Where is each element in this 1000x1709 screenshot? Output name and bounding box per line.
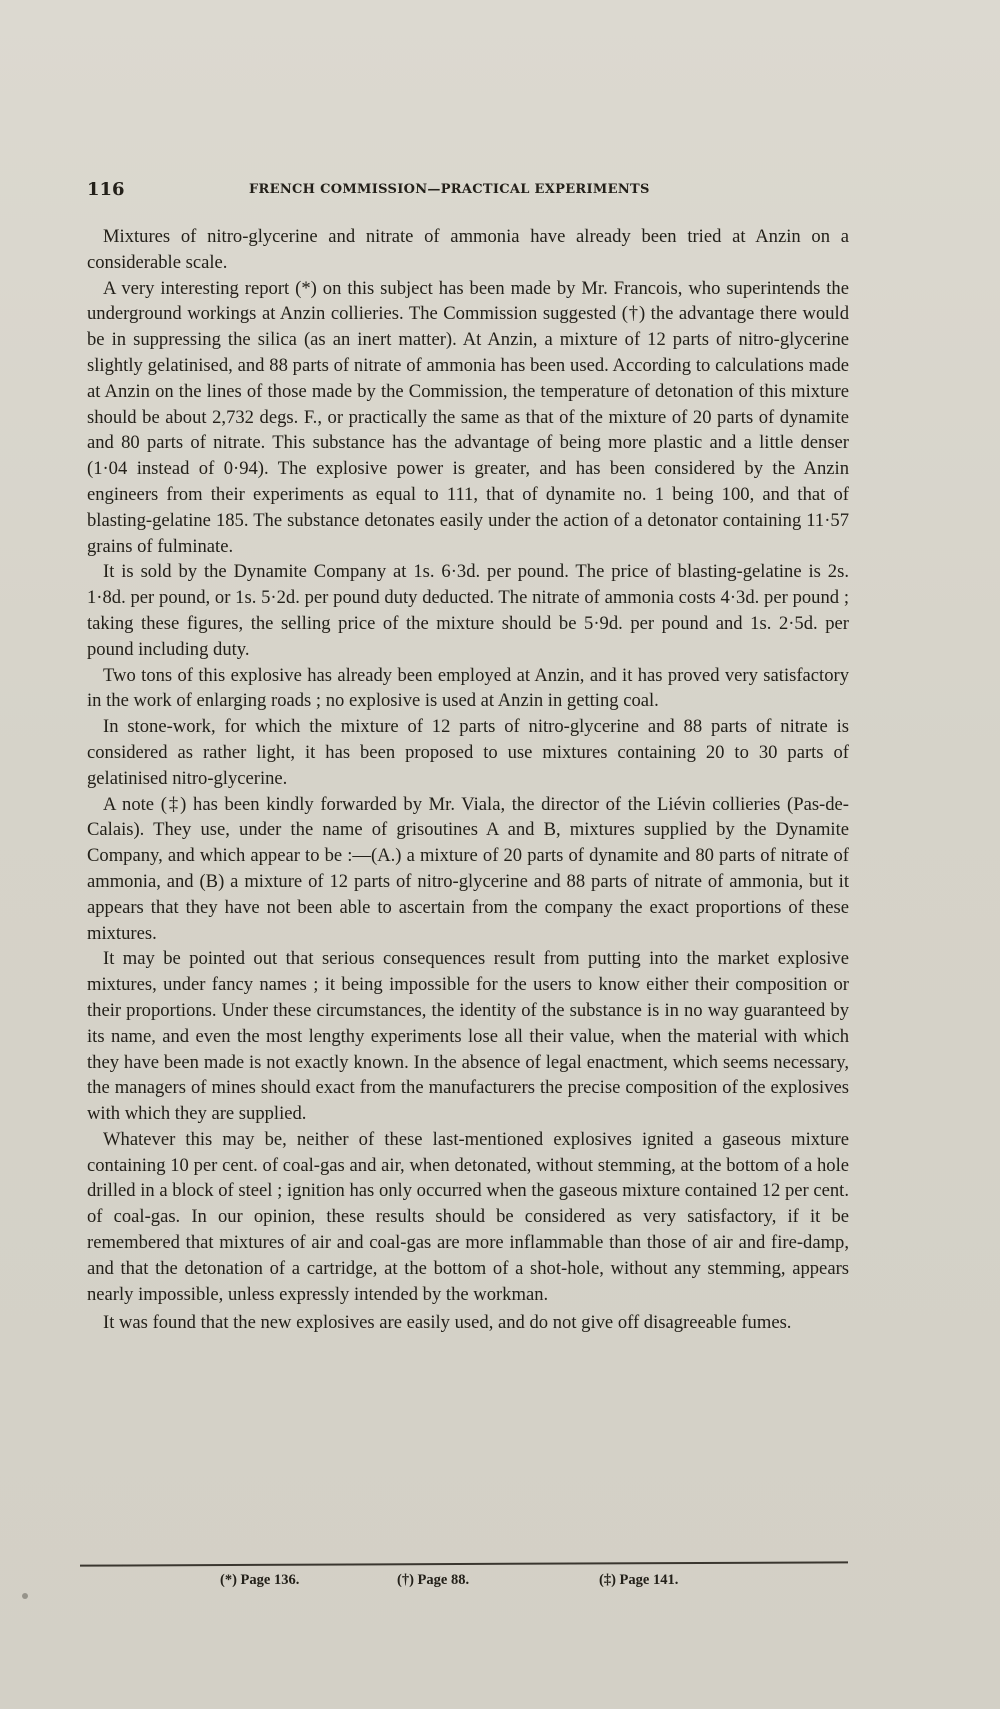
paragraph-3: It is sold by the Dynamite Company at 1s. 6·3d. per pound. The price of blasting-gelatine is 2s. 1·8d. per pound, or 1s. 5·2d. per pound duty deducted. The nitrate of ammonia costs 4·3d. per pound ; taking these figures, the selling price of the mixture should be 5·9d. per pound and 1s. 2·5d. per pound including duty. <box>87 561 849 660</box>
body-text <box>87 224 849 1336</box>
ink-smudge <box>22 1593 28 1599</box>
paragraph-1: Mixtures of nitro-glycerine and nitrate of ammonia have already been tried at Anzin on a considerable scale. <box>87 226 849 273</box>
paragraph-4: Two tons of this explosive has already been employed at Anzin, and it has proved very satisfactory in the work of enlarging roads ; no explosive is used at Anzin in getting coal. <box>87 664 849 712</box>
paragraph-6: A note (‡) has been kindly forwarded by Mr. Viala, the director of the Liévin collieries (Pas-de-Calais). They use, under the name of grisoutines A and B, mixtures supplied by the Dynamite Company, and which appear to be :—(A.) a mixture of 20 parts of dynamite and 80 parts of nitrate of ammonia, and (B) a mixture of 12 parts of nitro-glycerine and 88 parts of nitrate of ammonia, but it appears that they have not been able to ascertain from the company the exact proportions of these mixtures. <box>87 793 849 944</box>
paragraph-8: Whatever this may be, neither of these last-mentioned explosives ignited a gaseous mixture containing 10 per cent. of coal-gas and air, when detonated, without stemming, at the bottom of a hole drilled in a block of steel ; ignition has only occurred when the gaseous mixture contained 12 per cent. of coal-gas. In our opinion, these results should be considered as very satisfactory, if it be remembered that mixtures of air and coal-gas are more inflammable than those of air and fire-damp, and that the detonation of a cartridge, at the bottom of a shot-hole, without any stemming, appears nearly impossible, unless expressly intended by the workman. <box>87 1128 849 1305</box>
footnote-2: (†) Page 88. <box>397 1572 470 1588</box>
footnotes <box>80 1572 848 1596</box>
footnote-divider <box>80 1561 848 1566</box>
paragraph-9: It was found that the new explosives are easily used, and do not give off disagreeable fumes. <box>103 1312 792 1334</box>
paragraph-7: It may be pointed out that serious consequences result from putting into the market explosive mixtures, under fancy names ; it being impossible for the users to know either their composition or their proportions. Under these circumstances, the identity of the substance is in no way guaranteed by its name, and even the most lengthy experiments lose all their value, when the material with which they have been made is not exactly known. In the absence of legal enactment, which seems necessary, the managers of mines should exact from the manufacturers the precise composition of the explosives with which they are supplied. <box>87 948 849 1125</box>
footnote-1: (*) Page 136. <box>220 1572 300 1588</box>
running-title: FRENCH COMMISSION—PRACTICAL EXPERIMENTS <box>249 182 650 197</box>
footnote-3: (‡) Page 141. <box>599 1572 679 1588</box>
paragraph-5: In stone-work, for which the mixture of 12 parts of nitro-glycerine and 88 parts of nitrate is considered as rather light, it has been proposed to use mixtures containing 20 to 30 parts of gelatinised nitro-glycerine. <box>87 716 849 789</box>
paragraph-2: A very interesting report (*) on this subject has been made by Mr. Francois, who superintends the underground workings at Anzin collieries. The Commission suggested (†) the advantage there would be in suppressing the silica (as an inert matter). At Anzin, a mixture of 12 parts of nitro-glycerine slightly gelatinised, and 88 parts of nitrate of ammonia has been used. According to calculations made at Anzin on the lines of those made by the Commission, the temperature of detonation of this mixture should be about 2,732 degs. F., or practically the same as that of the mixture of 20 parts of dynamite and 80 parts of nitrate. This substance has the advantage of being more plastic and a little denser (1·04 instead of 0·94). The explosive power is greater, and has been considered by the Anzin engineers from their experiments as equal to 111, that of dynamite no. 1 being 100, and that of blasting-gelatine 185. The substance detonates easily under the action of a detonator containing 11·57 grains of fulminate. <box>87 277 849 557</box>
page-header <box>87 179 857 203</box>
page-number: 116 <box>87 179 125 200</box>
